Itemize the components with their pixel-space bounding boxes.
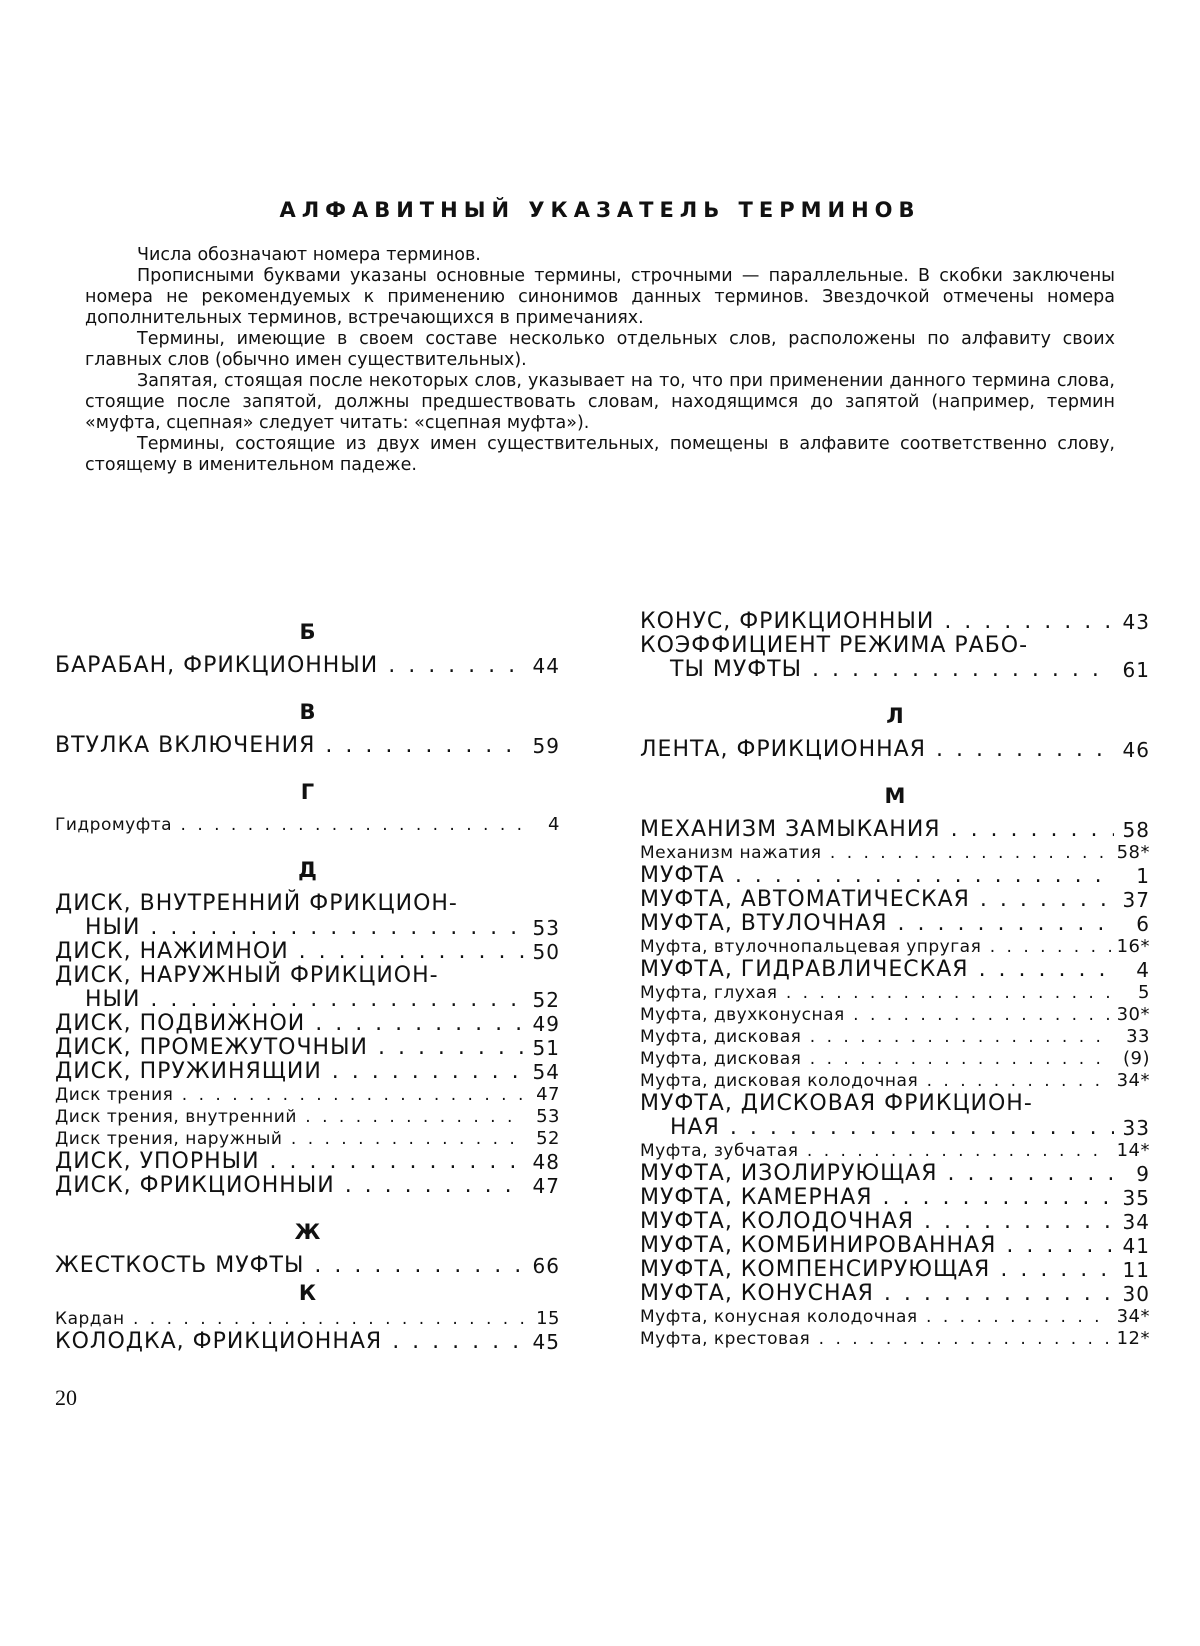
index-entry (55, 1150, 560, 1174)
index-entry (55, 814, 560, 836)
index-entry (640, 1070, 1150, 1092)
section-letter: Ж (294, 1220, 321, 1244)
entry-term: Муфта, втулочнопальцевая упругая . . . (640, 936, 1150, 958)
entry-number: 33 (1114, 1026, 1150, 1048)
intro-paragraph: Термины, состоящие из двух имен существительных, помещены в алфавите соответственно слову, стоящему в именительном падеже. (85, 434, 1115, 475)
entry-number: 34 (1114, 1210, 1150, 1234)
index-entry (640, 936, 1150, 958)
section-letter: Б (299, 620, 316, 644)
entry-number: 5 (1114, 982, 1150, 1004)
entry-term: НЫЙ . . . (85, 916, 560, 940)
entry-term: МУФТА, КОЛОДОЧНАЯ . . . (640, 1210, 1150, 1234)
entry-number: 11 (1114, 1258, 1150, 1282)
entry-number: 34* (1111, 1306, 1150, 1328)
entry-term: Кардан . . . (55, 1308, 560, 1330)
entry-number: 66 (524, 1254, 560, 1278)
entry-number: 9 (1114, 1162, 1150, 1186)
entry-term: ДИСК, ПОДВИЖНОЙ . . . (55, 1012, 560, 1036)
entry-term: Диск трения, внутренний . . . (55, 1106, 560, 1128)
section-letter: Г (300, 780, 315, 804)
entry-term-line: КОЭФФИЦИЕНТ РЕЖИМА РАБО- (640, 633, 1029, 658)
entry-number: 47 (524, 1174, 560, 1198)
section-letter: М (884, 784, 906, 808)
index-entry (55, 1084, 560, 1106)
entry-number: 54 (524, 1060, 560, 1084)
entry-number: 52 (524, 1128, 560, 1150)
entry-term: КОЛОДКА, ФРИКЦИОННАЯ . . . (55, 1330, 560, 1354)
entry-number: 49 (524, 1012, 560, 1036)
index-entry (55, 1128, 560, 1150)
entry-term: МУФТА, ВТУЛОЧНАЯ . . . (640, 912, 1150, 936)
entry-number: 53 (524, 1106, 560, 1128)
entry-term: Муфта, крестовая . . . (640, 1328, 1150, 1350)
section-letter: В (299, 700, 316, 724)
entry-number: 58 (1114, 818, 1150, 842)
index-entry (640, 1162, 1150, 1186)
entry-number: 34* (1111, 1070, 1150, 1092)
index-entry (640, 864, 1150, 888)
entry-number: 41 (1114, 1234, 1150, 1258)
index-entry (640, 1026, 1150, 1048)
index-entry (640, 958, 1150, 982)
entry-number: 4 (524, 814, 560, 836)
index-column-right (640, 610, 1150, 1350)
index-entry (640, 1258, 1150, 1282)
index-entry (55, 1254, 560, 1278)
entry-term: Муфта, дисковая . . . (640, 1048, 1150, 1070)
entry-number: 61 (1114, 658, 1150, 682)
index-entry (55, 988, 560, 1012)
index-entry (640, 738, 1150, 762)
section-letter: К (298, 1281, 317, 1305)
entry-number: (9) (1114, 1048, 1150, 1070)
index-entry (640, 818, 1150, 842)
index-entry (55, 654, 560, 678)
entry-number: 52 (524, 988, 560, 1012)
entry-number: 47 (524, 1084, 560, 1106)
page-title: АЛФАВИТНЫЙ УКАЗАТЕЛЬ ТЕРМИНОВ (279, 198, 921, 222)
entry-number: 43 (1114, 610, 1150, 634)
entry-number: 4 (1114, 958, 1150, 982)
index-entry (640, 1140, 1150, 1162)
index-entry (640, 1306, 1150, 1328)
entry-term: ДИСК, НАЖИМНОЙ . . . (55, 940, 560, 964)
entry-term: ДИСК, ПРОМЕЖУТОЧНЫЙ . . . (55, 1036, 560, 1060)
entry-term: ЛЕНТА, ФРИКЦИОННАЯ . . . (640, 738, 1150, 762)
entry-term-line: МУФТА, ДИСКОВАЯ ФРИКЦИОН- (640, 1091, 1033, 1116)
entry-term: КОНУС, ФРИКЦИОННЫЙ . . . (640, 610, 1150, 634)
index-entry (640, 658, 1150, 682)
intro-paragraph: Прописными буквами указаны основные термины, строчными — параллельные. В скобки заключены номера не рекомендуемых к применению синонимов данных терминов. Звездочкой отмечены номера дополнительных терминов, встречающихся в примечаниях. (85, 266, 1115, 328)
entry-term: МУФТА, КОМБИНИРОВАННАЯ . . . (640, 1234, 1150, 1258)
entry-number: 37 (1114, 888, 1150, 912)
entry-number: 50 (524, 940, 560, 964)
entry-term: Диск трения, наружный . . . (55, 1128, 560, 1150)
index-entry (55, 1106, 560, 1128)
entry-term: МУФТА . . . (640, 864, 1150, 888)
entry-number: 30 (1114, 1282, 1150, 1306)
entry-number: 14* (1111, 1140, 1150, 1162)
index-entry (640, 1234, 1150, 1258)
entry-term: Муфта, дисковая колодочная . . . (640, 1070, 1150, 1092)
entry-term: Муфта, двухконусная . . . (640, 1004, 1150, 1026)
entry-number: 33 (1114, 1116, 1150, 1140)
entry-term: ВТУЛКА ВКЛЮЧЕНИЯ . . . (55, 734, 560, 758)
entry-number: 48 (524, 1150, 560, 1174)
entry-number: 59 (524, 734, 560, 758)
entry-term: Муфта, конусная колодочная . . . (640, 1306, 1150, 1328)
index-entry (55, 1308, 560, 1330)
entry-number: 46 (1114, 738, 1150, 762)
entry-term: ЖЕСТКОСТЬ МУФТЫ . . . (55, 1254, 560, 1278)
index-entry (640, 1186, 1150, 1210)
entry-term: МУФТА, ИЗОЛИРУЮЩАЯ . . . (640, 1162, 1150, 1186)
entry-term: Механизм нажатия . . . (640, 842, 1150, 864)
index-column-left (55, 610, 560, 1354)
intro-paragraph: Термины, имеющие в своем составе несколько отдельных слов, расположены по алфавиту своих главных слов (обычно имен существительных). (85, 329, 1115, 370)
section-letter: Д (298, 858, 317, 882)
entry-number: 12* (1111, 1328, 1150, 1350)
index-entry (640, 982, 1150, 1004)
index-entry (55, 1012, 560, 1036)
entry-number: 44 (524, 654, 560, 678)
entry-term: Муфта, зубчатая . . . (640, 1140, 1150, 1162)
entry-term: БАРАБАН, ФРИКЦИОННЫЙ . . . (55, 654, 560, 678)
entry-term: Диск трения . . . (55, 1084, 560, 1106)
index-entry (640, 1004, 1150, 1026)
entry-term: Муфта, глухая . . . (640, 982, 1150, 1004)
index-entry (55, 1036, 560, 1060)
index-entry (55, 940, 560, 964)
entry-term: МУФТА, ГИДРАВЛИЧЕСКАЯ . . . (640, 958, 1150, 982)
entry-number: 45 (524, 1330, 560, 1354)
entry-number: 58* (1111, 842, 1150, 864)
index-entry (55, 734, 560, 758)
entry-number: 15 (524, 1308, 560, 1330)
entry-term: МУФТА, КОМПЕНСИРУЮЩАЯ . . . (640, 1258, 1150, 1282)
page-number: 20 (55, 1385, 77, 1410)
entry-term: МУФТА, КАМЕРНАЯ . . . (640, 1186, 1150, 1210)
entry-term: ДИСК, УПОРНЫЙ . . . (55, 1150, 560, 1174)
index-entry (55, 1174, 560, 1198)
entry-number: 16* (1111, 936, 1150, 958)
entry-number: 51 (524, 1036, 560, 1060)
index-entry (640, 1210, 1150, 1234)
index-entry (55, 916, 560, 940)
entry-term-line: ДИСК, ВНУТРЕННИЙ ФРИКЦИОН- (55, 891, 458, 916)
entry-term: ДИСК, ФРИКЦИОННЫЙ . . . (55, 1174, 560, 1198)
entry-number: 6 (1114, 912, 1150, 936)
entry-term: Муфта, дисковая . . . (640, 1026, 1150, 1048)
intro-text (85, 245, 1115, 476)
entry-term: ДИСК, ПРУЖИНЯЩИЙ . . . (55, 1060, 560, 1084)
entry-number: 35 (1114, 1186, 1150, 1210)
entry-term: МУФТА, АВТОМАТИЧЕСКАЯ . . . (640, 888, 1150, 912)
entry-term: ТЫ МУФТЫ . . . (670, 658, 1150, 682)
entry-term: НЫЙ . . . (85, 988, 560, 1012)
intro-paragraph: Запятая, стоящая после некоторых слов, указывает на то, что при применении данного термина слова, стоящие после запятой, должны предшествовать словам, находящимся до запятой (например, термин «муфта, сцепная» следует читать: «сцепная муфта»). (85, 371, 1115, 433)
entry-term: МУФТА, КОНУСНАЯ . . . (640, 1282, 1150, 1306)
index-entry (640, 912, 1150, 936)
index-entry (640, 1048, 1150, 1070)
entry-number: 53 (524, 916, 560, 940)
entry-number: 1 (1114, 864, 1150, 888)
intro-paragraph: Числа обозначают номера терминов. (137, 245, 481, 265)
section-letter: Л (886, 704, 904, 728)
entry-term: Гидромуфта . . . (55, 814, 560, 836)
index-entry (640, 1282, 1150, 1306)
entry-term: МЕХАНИЗМ ЗАМЫКАНИЯ . . . (640, 818, 1150, 842)
entry-term-line: ДИСК, НАРУЖНЫЙ ФРИКЦИОН- (55, 963, 439, 988)
index-entry (640, 610, 1150, 634)
index-entry (640, 842, 1150, 864)
index-entry (640, 888, 1150, 912)
entry-term: НАЯ . . . (670, 1116, 1150, 1140)
index-entry (640, 1116, 1150, 1140)
entry-number: 30* (1111, 1004, 1150, 1026)
index-entry (640, 1328, 1150, 1350)
index-entry (55, 1060, 560, 1084)
index-entry (55, 1330, 560, 1354)
